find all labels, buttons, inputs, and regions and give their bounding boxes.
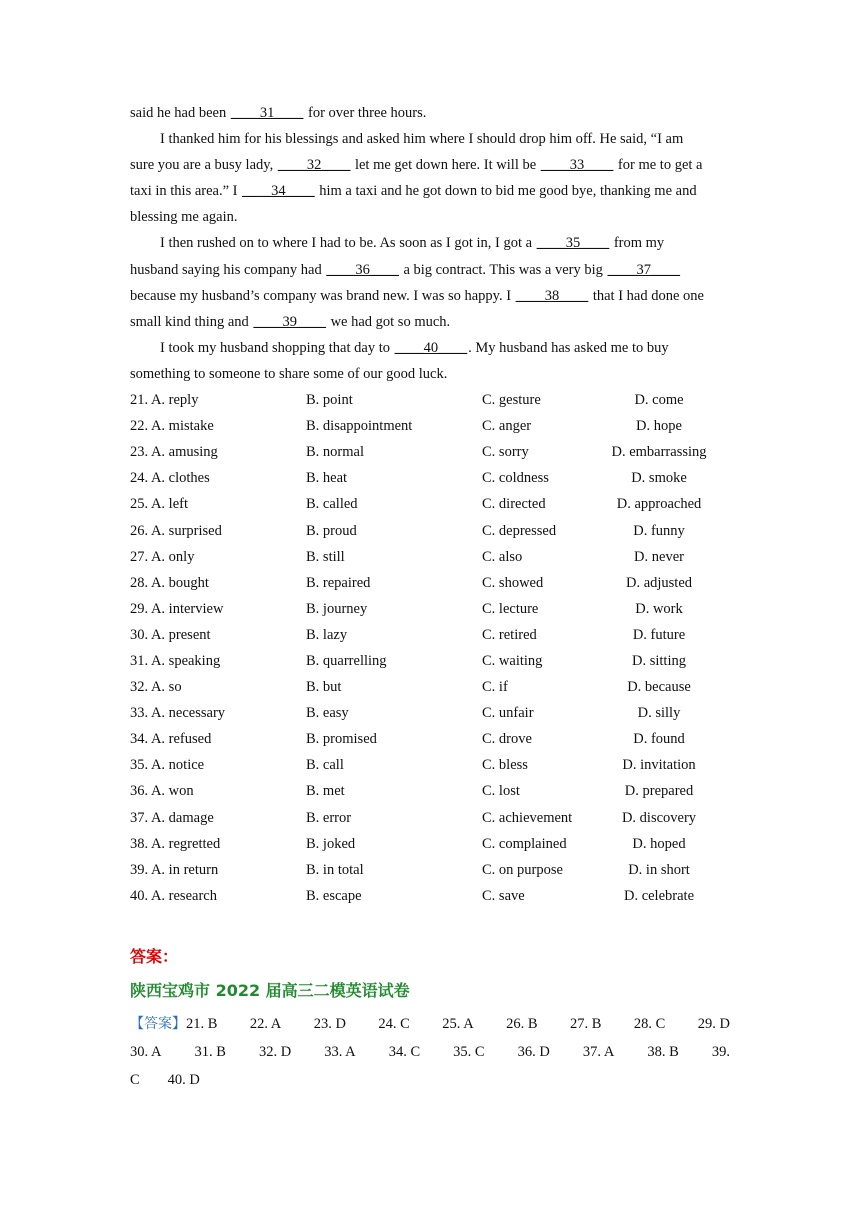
- paragraph-line: [130, 100, 730, 126]
- blank-35: ____35____: [536, 235, 610, 252]
- option-d: D. approached: [616, 496, 702, 513]
- text: him a taxi and he got down to bid me good bye, thanking me and: [315, 183, 697, 200]
- text: a big contract. This was a very big: [399, 261, 607, 278]
- option-b: B. but: [306, 679, 342, 696]
- option-a: 24. A. clothes: [130, 470, 210, 487]
- paragraph-line: [130, 257, 730, 283]
- blank-37: ____37____: [607, 261, 681, 278]
- option-c: C. complained: [482, 835, 567, 852]
- answer-item: 25. A: [442, 1016, 474, 1032]
- text: we had got so much.: [326, 313, 451, 330]
- option-d: D. smoke: [631, 470, 687, 487]
- option-a: 38. A. regretted: [130, 835, 221, 852]
- paragraph-line: [130, 361, 730, 387]
- text: I took my husband shopping that day to: [160, 339, 394, 356]
- answer-item: 32. D: [258, 1044, 292, 1060]
- blank-40: ____40____: [394, 339, 468, 356]
- option-d: D. never: [634, 548, 684, 565]
- paragraph-line: [130, 335, 730, 361]
- options-list: [130, 387, 730, 909]
- option-c: C. retired: [482, 626, 537, 643]
- answer-item: 28. C: [633, 1016, 666, 1032]
- option-b: B. lazy: [306, 626, 348, 643]
- option-b: B. error: [306, 809, 352, 826]
- text: husband saying his company had: [130, 261, 326, 278]
- answer-item: 39.: [711, 1044, 730, 1060]
- option-a: 31. A. speaking: [130, 652, 221, 669]
- option-row: [130, 778, 730, 804]
- option-a: 33. A. necessary: [130, 705, 226, 722]
- option-a: 21. A. reply: [130, 392, 199, 409]
- option-a: 28. A. bought: [130, 574, 209, 591]
- option-a: 36. A. won: [130, 783, 194, 800]
- option-a: 26. A. surprised: [130, 522, 222, 539]
- option-b: B. point: [306, 392, 353, 409]
- option-a: 30. A. present: [130, 626, 211, 643]
- option-d: D. invitation: [622, 757, 696, 774]
- option-row: [130, 439, 730, 465]
- option-a: 23. A. amusing: [130, 444, 218, 461]
- option-d: D. silly: [637, 705, 681, 722]
- option-c: C. directed: [482, 496, 546, 513]
- text: blessing me again.: [130, 209, 238, 226]
- option-b: B. disappointment: [306, 418, 413, 435]
- option-a: 25. A. left: [130, 496, 188, 513]
- option-d: D. embarrassing: [611, 444, 707, 461]
- answer-label: 答案：: [130, 947, 179, 966]
- option-row: [130, 648, 730, 674]
- option-d: D. hope: [636, 418, 682, 435]
- option-c: C. also: [482, 548, 523, 565]
- option-d: D. because: [627, 679, 691, 696]
- blank-39: ____39____: [253, 313, 326, 330]
- option-b: B. quarrelling: [306, 652, 387, 669]
- answer-item: 27. B: [569, 1016, 602, 1032]
- option-b: B. promised: [306, 731, 377, 748]
- option-b: B. journey: [306, 600, 368, 617]
- option-d: D. work: [635, 600, 683, 617]
- paragraph-line: [130, 178, 730, 204]
- answer-line: [130, 1010, 730, 1038]
- text: . My husband has asked me to buy: [468, 339, 669, 356]
- paragraph-line: [130, 126, 730, 152]
- text: let me get down here. It will be: [351, 157, 540, 174]
- option-b: B. escape: [306, 887, 362, 904]
- answer-item: 35. C: [453, 1044, 485, 1060]
- option-row: [130, 544, 730, 570]
- text: because my husband’s company was brand new. I was so happy. I: [130, 287, 515, 304]
- option-a: 34. A. refused: [130, 731, 212, 748]
- blank-32: ____32____: [277, 157, 351, 174]
- option-b: B. called: [306, 496, 358, 513]
- option-row: [130, 752, 730, 778]
- option-b: B. call: [306, 757, 344, 774]
- option-c: C. on purpose: [482, 861, 563, 878]
- option-c: C. sorry: [482, 444, 529, 461]
- answer-item: 40. D: [167, 1072, 200, 1088]
- option-a: 32. A. so: [130, 679, 182, 696]
- answer-block: [130, 1010, 730, 1094]
- answer-item: 30. A: [130, 1044, 162, 1060]
- option-d: D. adjusted: [625, 574, 693, 591]
- option-a: 39. A. in return: [130, 861, 219, 878]
- option-a: 22. A. mistake: [130, 418, 214, 435]
- paragraph-line: [130, 230, 730, 256]
- answer-item: 24. C: [378, 1016, 410, 1032]
- option-b: B. still: [306, 548, 345, 565]
- answer-item: 38. B: [647, 1044, 679, 1060]
- option-b: B. in total: [306, 861, 364, 878]
- paragraph-line: [130, 309, 730, 335]
- option-row: [130, 387, 730, 413]
- option-b: B. normal: [306, 444, 364, 461]
- option-c: C. lost: [482, 783, 520, 800]
- answer-item: 33. A: [324, 1044, 356, 1060]
- option-c: C. anger: [482, 418, 532, 435]
- option-row: [130, 518, 730, 544]
- option-b: B. easy: [306, 705, 349, 722]
- option-b: B. proud: [306, 522, 357, 539]
- option-d: D. funny: [633, 522, 685, 539]
- option-row: [130, 570, 730, 596]
- option-c: C. gesture: [482, 392, 541, 409]
- blank-33: ____33____: [540, 157, 614, 174]
- answer-line: [130, 1066, 730, 1094]
- option-c: C. coldness: [482, 470, 549, 487]
- paragraph-line: [130, 283, 730, 309]
- text: from my: [610, 235, 665, 252]
- option-d: D. hoped: [632, 835, 686, 852]
- option-a: 27. A. only: [130, 548, 195, 565]
- option-c: C. achievement: [482, 809, 573, 826]
- option-d: D. in short: [628, 861, 690, 878]
- option-b: B. joked: [306, 835, 356, 852]
- answer-tag: 【答案】: [130, 1016, 186, 1032]
- answer-item: 29. D: [697, 1016, 730, 1032]
- answer-line: [130, 1038, 730, 1066]
- option-c: C. unfair: [482, 705, 534, 722]
- option-c: C. drove: [482, 731, 532, 748]
- option-row: [130, 700, 730, 726]
- option-row: [130, 674, 730, 700]
- blank-31: ____31____: [230, 105, 304, 121]
- blank-36: ____36____: [326, 261, 399, 278]
- answer-item: 22. A: [249, 1016, 282, 1032]
- option-c: C. waiting: [482, 652, 543, 669]
- option-row: [130, 883, 730, 909]
- option-d: D. come: [634, 392, 684, 409]
- paragraph-line: [130, 152, 730, 178]
- text: I thanked him for his blessings and asked him where I should drop him off. He said, “I am: [160, 131, 684, 148]
- text: I then rushed on to where I had to be. As soon as I got in, I got a: [160, 235, 536, 252]
- option-d: D. sitting: [632, 652, 686, 669]
- answer-item: 23. D: [313, 1016, 346, 1032]
- option-c: C. depressed: [482, 522, 557, 539]
- option-row: [130, 857, 730, 883]
- option-b: B. heat: [306, 470, 348, 487]
- text: small kind thing and: [130, 313, 253, 330]
- text: for me to get a: [614, 157, 703, 174]
- option-d: D. prepared: [624, 783, 694, 800]
- answer-item: 31. B: [194, 1044, 226, 1060]
- option-a: 37. A. damage: [130, 809, 214, 826]
- option-a: 40. A. research: [130, 887, 217, 904]
- answer-item: C: [130, 1072, 140, 1088]
- answer-item: 21. B: [186, 1016, 218, 1032]
- option-c: C. lecture: [482, 600, 539, 617]
- option-b: B. met: [306, 783, 345, 800]
- option-a: 29. A. interview: [130, 600, 224, 617]
- option-row: [130, 726, 730, 752]
- text: said he had been: [130, 105, 230, 121]
- option-d: D. future: [632, 626, 686, 643]
- option-d: D. found: [633, 731, 685, 748]
- blank-38: ____38____: [515, 287, 589, 304]
- option-d: D. discovery: [621, 809, 697, 826]
- text: for over three hours.: [304, 105, 427, 121]
- answer-item: 37. A: [582, 1044, 615, 1060]
- answer-item: 36. D: [517, 1044, 550, 1060]
- answer-item: 26. B: [506, 1016, 538, 1032]
- option-c: C. save: [482, 887, 525, 904]
- option-row: [130, 413, 730, 439]
- answer-item: 34. C: [388, 1044, 421, 1060]
- option-row: [130, 491, 730, 517]
- option-d: D. celebrate: [623, 887, 695, 904]
- text: that I had done one: [589, 287, 704, 304]
- text: sure you are a busy lady,: [130, 157, 277, 174]
- option-row: [130, 465, 730, 491]
- option-a: 35. A. notice: [130, 757, 205, 774]
- option-row: [130, 831, 730, 857]
- blank-34: ____34____: [242, 183, 315, 200]
- option-b: B. repaired: [306, 574, 371, 591]
- answer-title: 陕西宝鸡市 2022 届高三二模英语试卷: [130, 981, 410, 1000]
- text: something to someone to share some of our good luck.: [130, 365, 448, 382]
- paragraph-line: [130, 204, 730, 230]
- text: taxi in this area.” I: [130, 183, 242, 200]
- option-c: C. showed: [482, 574, 544, 591]
- option-c: C. bless: [482, 757, 528, 774]
- option-row: [130, 805, 730, 831]
- option-row: [130, 622, 730, 648]
- option-row: [130, 596, 730, 622]
- option-c: C. if: [482, 679, 508, 696]
- passage: [130, 100, 730, 909]
